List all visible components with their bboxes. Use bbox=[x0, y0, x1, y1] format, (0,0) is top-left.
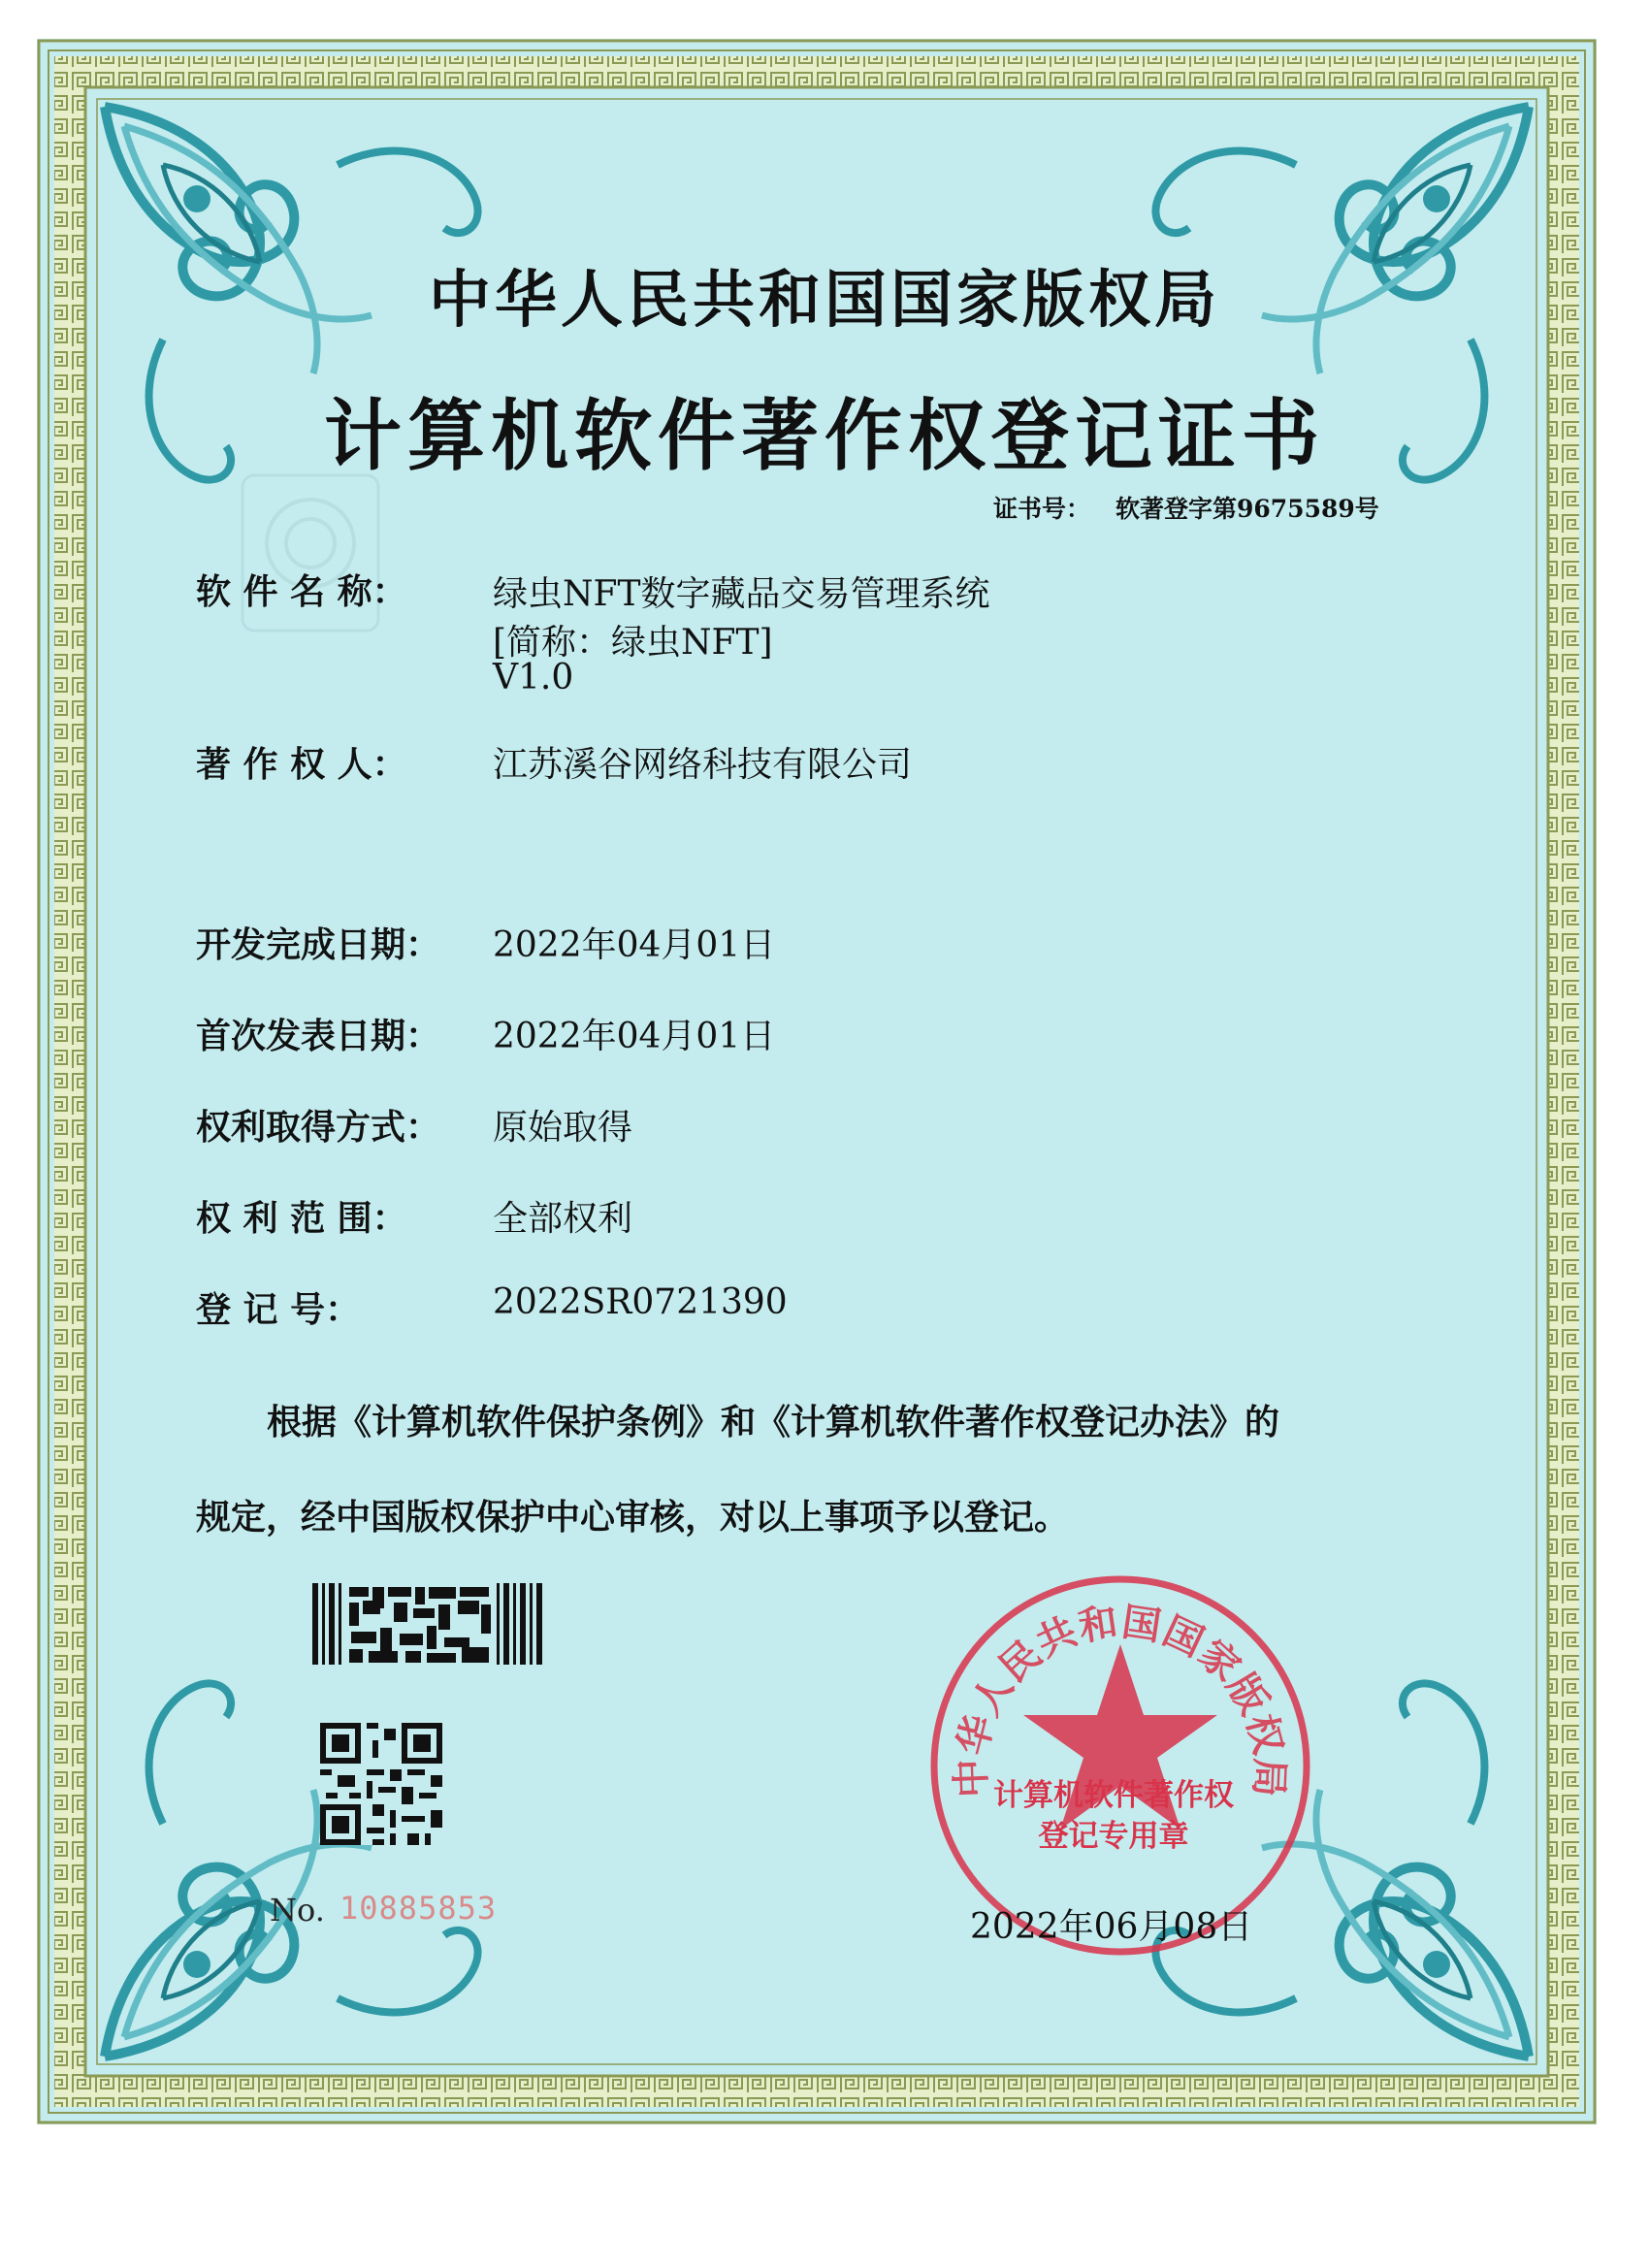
barcode bbox=[312, 1583, 543, 1665]
qr-code bbox=[320, 1723, 442, 1845]
statement-line-1: 根据《计算机软件保护条例》和《计算机软件著作权登记办法》的 bbox=[267, 1402, 1280, 1442]
seal-line-2: 登记专用章 bbox=[1038, 1819, 1189, 1854]
rights-scope-label: 权 利 范 围： bbox=[196, 1198, 407, 1239]
registration-number-label: 登 记 号： bbox=[196, 1289, 361, 1330]
software-name-label: 软 件 名 称： bbox=[196, 571, 407, 612]
copyright-owner-label: 著 作 权 人： bbox=[196, 744, 407, 785]
serial-number: 10885853 bbox=[340, 1890, 498, 1927]
software-name-line-1: 绿虫NFT数字藏品交易管理系统 bbox=[493, 574, 990, 614]
acquisition-method-label: 权利取得方式： bbox=[196, 1107, 441, 1148]
seal-ring-text: 中华人民共和国国家版权局 bbox=[949, 1600, 1292, 1799]
certificate-title: 计算机软件著作权登记证书 bbox=[324, 390, 1325, 481]
acquisition-method: 原始取得 bbox=[493, 1108, 633, 1148]
rights-scope: 全部权利 bbox=[493, 1199, 633, 1239]
seal-inner-text bbox=[958, 1775, 1269, 1857]
completion-date: 2022年04月01日 bbox=[493, 925, 776, 965]
statement-line-2: 规定，经中国版权保护中心审核，对以上事项予以登记。 bbox=[196, 1497, 1070, 1538]
issuing-authority: 中华人民共和国国家版权局 bbox=[429, 264, 1220, 337]
serial-number-label: No. bbox=[270, 1892, 325, 1928]
certificate-number-label: 证书号： bbox=[993, 495, 1091, 523]
completion-date-label: 开发完成日期： bbox=[196, 924, 441, 965]
software-version: V1.0 bbox=[493, 658, 574, 697]
publication-date: 2022年04月01日 bbox=[493, 1017, 776, 1056]
certificate-number: 软著登字第9675589号 bbox=[1116, 495, 1379, 523]
copyright-owner: 江苏溪谷网络科技有限公司 bbox=[493, 745, 913, 785]
registration-number: 2022SR0721390 bbox=[493, 1282, 788, 1322]
software-name-line-2: [简称：绿虫NFT] bbox=[493, 623, 773, 663]
publication-date-label: 首次发表日期： bbox=[196, 1016, 441, 1056]
issue-date: 2022年06月08日 bbox=[970, 1907, 1253, 1947]
seal-line-1: 计算机软件著作权 bbox=[993, 1778, 1234, 1813]
